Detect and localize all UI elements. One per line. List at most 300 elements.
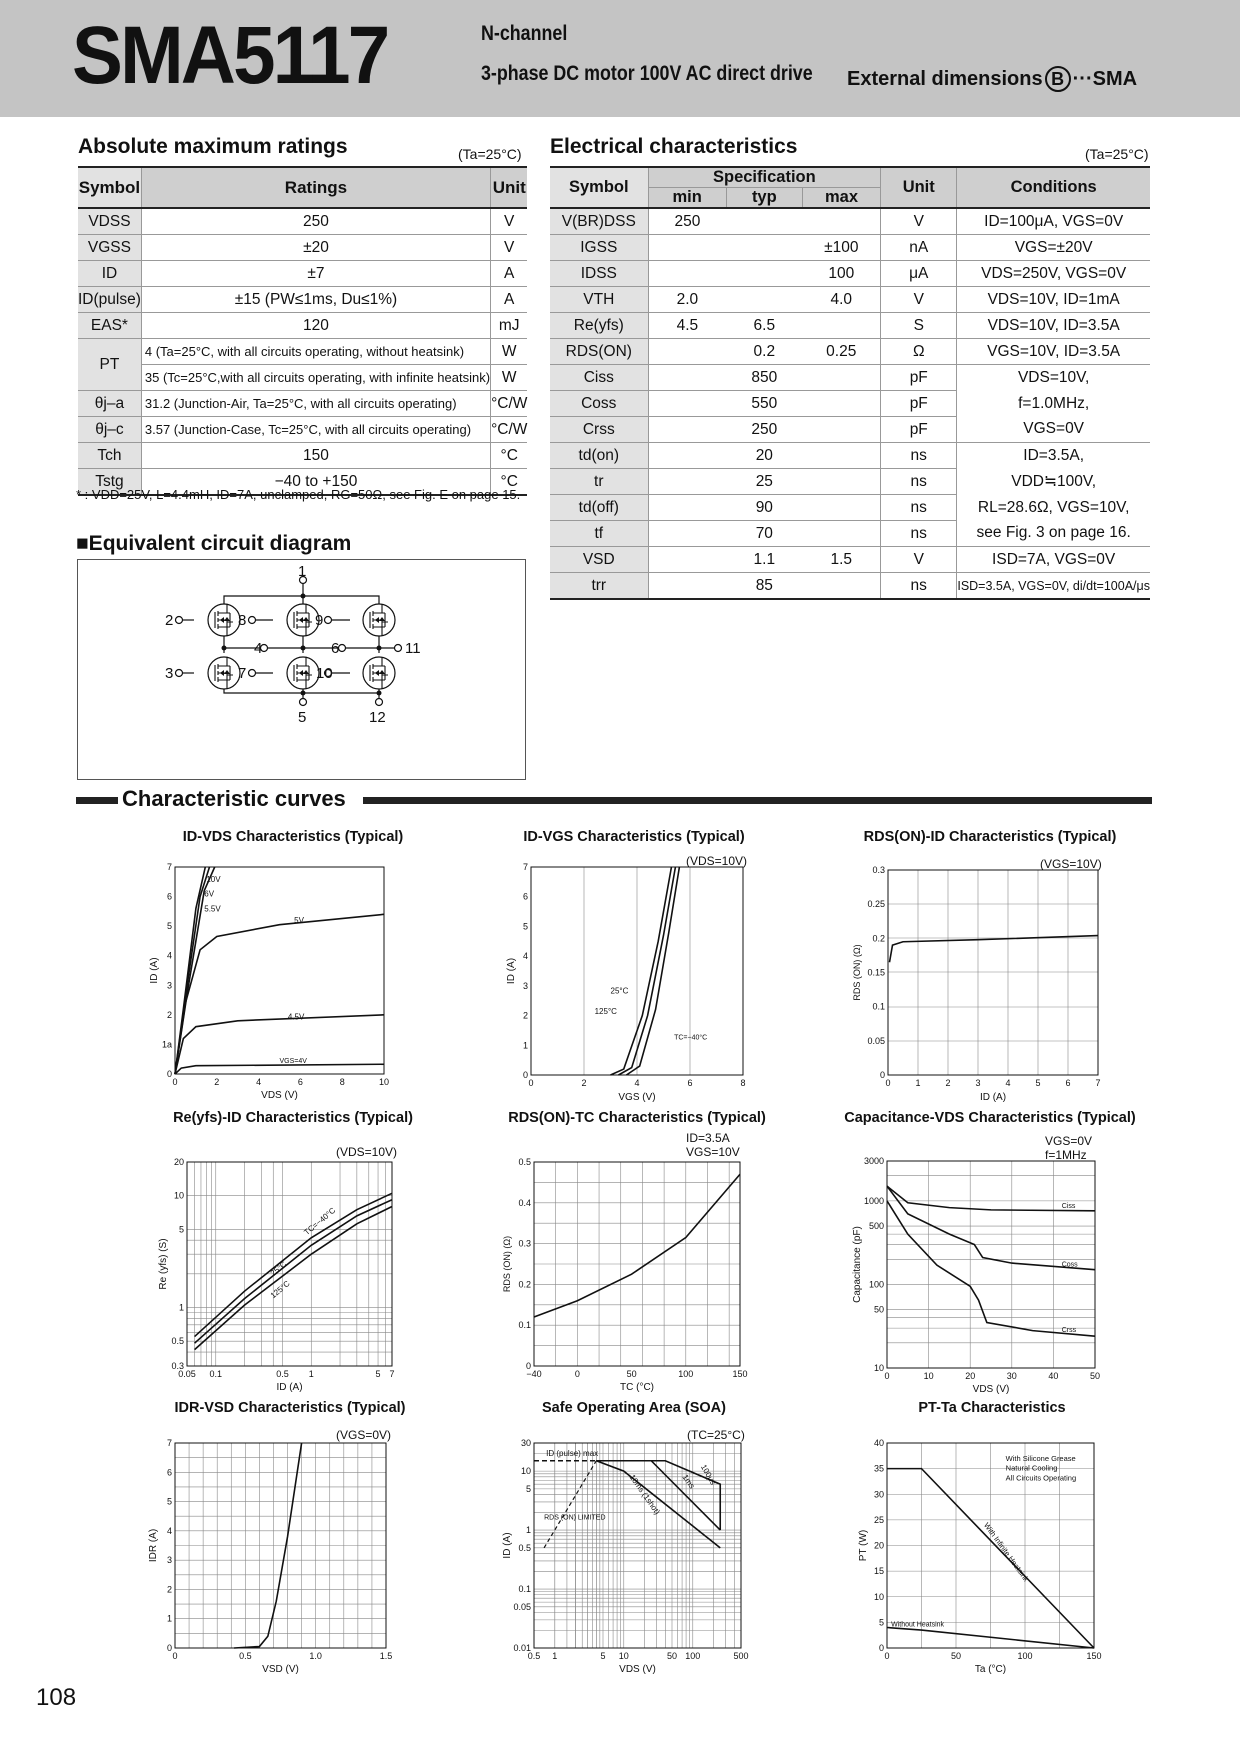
c2-ylabel: ID (A) <box>506 957 517 985</box>
ec-title: Electrical characteristics <box>550 135 798 158</box>
c7-ytick: 6 <box>166 1467 172 1478</box>
c6-cond1: VGS=0V <box>1045 1134 1093 1148</box>
c8-ytick: 0.1 <box>518 1584 531 1595</box>
c7-ytick: 0 <box>166 1643 172 1653</box>
pin-11: 11 <box>405 640 421 657</box>
c5-xlabel: TC (°C) <box>620 1382 654 1393</box>
c9-ytick: 40 <box>873 1438 884 1448</box>
ec-typ: 1.1 <box>726 547 802 573</box>
pin-2: 2 <box>165 612 174 629</box>
ec-sym: trr <box>550 573 648 600</box>
c4-label: TC=−40°C <box>302 1205 338 1238</box>
subtitle-application: 3-phase DC motor 100V AC direct drive <box>481 62 813 85</box>
ec-sym: VTH <box>550 287 648 313</box>
ec-cond: VDS=10V, ID=1mA <box>957 287 1150 313</box>
curves-title: Characteristic curves <box>122 786 346 811</box>
amr-val: 31.2 (Junction-Air, Ta=25°C, with all circuits operating) <box>141 391 490 417</box>
c2-label: 125°C <box>594 1007 617 1017</box>
c2-ytick: 5 <box>522 921 528 932</box>
pin-9: 9 <box>315 612 324 629</box>
ext-dim-label: External dimensions <box>847 68 1043 90</box>
chart-title-4: Re(yfs)-ID Characteristics (Typical) <box>173 1110 413 1126</box>
ec-sym: td(off) <box>550 495 648 521</box>
c2-ytick: 3 <box>522 980 528 991</box>
pin-10: 10 <box>316 665 333 682</box>
c6-xtick: 0 <box>884 1371 890 1381</box>
ec-max: 1.5 <box>802 547 880 573</box>
amr-ta: (Ta=25°C) <box>458 146 522 162</box>
ec-cond: VDS=250V, VGS=0V <box>957 261 1150 287</box>
ec-min: 250 <box>648 208 726 235</box>
ec-typ: 550 <box>726 391 802 417</box>
c1-curve <box>175 1064 384 1074</box>
c1-xlabel: VDS (V) <box>261 1090 298 1101</box>
amr-unit: °C/W <box>491 417 528 443</box>
c4-ytick: 0.3 <box>171 1361 184 1371</box>
amr-sym: ID <box>78 261 141 287</box>
c6-xtick: 20 <box>965 1371 976 1381</box>
ec-cond: VGS=10V, ID=3.5A <box>957 339 1150 365</box>
chart-title-3: RDS(ON)-ID Characteristics (Typical) <box>863 829 1117 845</box>
c1-label: 5.5V <box>204 904 221 914</box>
c5-cond1: ID=3.5A <box>686 1131 730 1145</box>
pin-1: 1 <box>298 563 307 580</box>
ec-max: 4.0 <box>802 287 880 313</box>
c7-xtick: 1.0 <box>309 1651 322 1661</box>
c4-xtick: 0.05 <box>178 1369 196 1379</box>
ec-typ: 70 <box>726 521 802 547</box>
ext-dim-package: ···SMA <box>1072 68 1138 90</box>
c9-label: Without Heatsink <box>891 1621 945 1629</box>
c3-cond: (VGS=10V) <box>1040 857 1102 871</box>
amr-unit: °C <box>491 443 528 469</box>
c8-label: 10ms (1shot) <box>627 1472 662 1517</box>
c5-xtick: 150 <box>732 1369 748 1379</box>
ec-typ: 85 <box>726 573 802 600</box>
c4-xtick: 0.1 <box>209 1369 223 1379</box>
c2-xtick: 2 <box>581 1078 587 1088</box>
c3-xtick: 3 <box>975 1078 981 1088</box>
ec-max: 100 <box>802 261 880 287</box>
c4-label: 125°C <box>268 1278 292 1301</box>
c6-ytick: 100 <box>868 1279 884 1290</box>
c8-cond: (TC=25°C) <box>687 1428 745 1442</box>
c2-label: 25°C <box>610 986 629 996</box>
c5-xtick: −40 <box>526 1369 542 1379</box>
c9-ytick: 10 <box>873 1591 884 1602</box>
c5-cond2: VGS=10V <box>686 1145 740 1159</box>
c6-label: Crss <box>1061 1326 1077 1334</box>
c5-xtick: 100 <box>678 1369 694 1379</box>
chart-title-2: ID-VGS Characteristics (Typical) <box>523 829 745 845</box>
ec-unit: μA <box>881 261 957 287</box>
ec-sym: tf <box>550 521 648 547</box>
amr-sym-pt: PT <box>78 339 141 391</box>
c5-xtick: 50 <box>626 1369 637 1379</box>
c9-xtick: 0 <box>884 1651 890 1661</box>
c8-ytick: 0.05 <box>513 1601 531 1612</box>
c1-xtick: 0 <box>172 1077 178 1087</box>
amr-footnote: * : VDD=25V, L=4.4mH, ID=7A, unclamped, RG=50Ω, see Fig. E on page 15. <box>76 487 521 502</box>
c2-xlabel: VGS (V) <box>618 1092 656 1103</box>
c8-xtick: 0.5 <box>527 1651 541 1661</box>
c3-xtick: 4 <box>1005 1078 1011 1088</box>
amr-unit: W <box>491 365 528 391</box>
c8-xtick: 50 <box>666 1651 678 1661</box>
c4-ylabel: Re (yfs) (S) <box>158 1238 169 1290</box>
amr-sym: VGSS <box>78 235 141 261</box>
c8-ytick: 0.01 <box>513 1643 531 1653</box>
c3-ytick: 0.05 <box>867 1035 885 1046</box>
c2-ytick: 4 <box>522 951 528 962</box>
c2-xtick: 0 <box>528 1078 534 1088</box>
ec-sym: IDSS <box>550 261 648 287</box>
amr-unit: mJ <box>491 313 528 339</box>
c4-curve <box>195 1207 392 1350</box>
amr-val: −40 to +150 <box>141 469 490 496</box>
circuit-title: ■Equivalent circuit diagram <box>76 532 352 555</box>
c1-ytick: 4 <box>166 950 172 961</box>
ec-sym: V(BR)DSS <box>550 208 648 235</box>
c4-ytick: 0.5 <box>171 1336 184 1347</box>
c4-xtick: 0.5 <box>276 1369 289 1379</box>
ec-unit: V <box>881 287 957 313</box>
amr-val: 3.57 (Junction-Case, Tc=25°C, with all circuits operating) <box>141 417 490 443</box>
c7-ytick: 2 <box>166 1584 172 1595</box>
c1-ytick: 5 <box>166 921 172 932</box>
c4-frame <box>187 1162 392 1366</box>
c6-ytick: 1000 <box>863 1195 884 1206</box>
ec-unit: V <box>881 547 957 573</box>
c1-curve <box>175 914 384 1074</box>
amr-h-ratings: Ratings <box>141 167 490 208</box>
ec-unit: ns <box>881 443 957 469</box>
c6-ytick: 3000 <box>863 1156 884 1166</box>
amr-unit: V <box>491 235 528 261</box>
chart-title-6: Capacitance-VDS Characteristics (Typical) <box>844 1110 1136 1126</box>
c2-curve <box>618 867 675 1075</box>
c8-ytick: 10 <box>520 1466 531 1477</box>
ec-sym: Ciss <box>550 365 648 391</box>
c9-ytick: 5 <box>878 1617 884 1628</box>
c7-ytick: 7 <box>166 1438 172 1448</box>
pin-8: 8 <box>238 612 247 629</box>
c9-xlabel: Ta (°C) <box>974 1664 1007 1675</box>
c3-xtick: 1 <box>915 1078 921 1088</box>
c8-ytick: 30 <box>520 1438 531 1448</box>
c3-ytick: 0.15 <box>867 967 885 978</box>
ec-typ: 850 <box>726 365 802 391</box>
pin-3: 3 <box>165 665 174 682</box>
c8-xlabel: VDS (V) <box>619 1664 656 1675</box>
c8-xtick: 1 <box>552 1651 558 1661</box>
ec-unit: V <box>881 208 957 235</box>
ec-unit: pF <box>881 417 957 443</box>
c2-ytick: 0 <box>522 1070 528 1080</box>
c8-label: ID (pulse) max <box>546 1449 599 1459</box>
ec-cond: ID=3.5A, <box>957 443 1150 469</box>
ec-min: 4.5 <box>648 313 726 339</box>
amr-h-symbol: Symbol <box>78 167 141 208</box>
ec-cond: see Fig. 3 on page 16. <box>957 521 1150 547</box>
c3-ytick: 0.25 <box>867 899 885 910</box>
c2-ytick: 1 <box>522 1040 528 1051</box>
c8-xtick: 10 <box>618 1651 629 1661</box>
ec-unit: pF <box>881 365 957 391</box>
ec-sym: td(on) <box>550 443 648 469</box>
c1-ytick: 1a <box>161 1039 172 1050</box>
c4-xtick: 7 <box>389 1369 395 1379</box>
amr-sym: θj–c <box>78 417 141 443</box>
c1-xtick: 10 <box>378 1077 390 1087</box>
ec-max: ±100 <box>802 235 880 261</box>
amr-val-pt2: 35 (Tc=25°C,with all circuits operating, with infinite heatsink) <box>141 365 490 391</box>
c7-ytick: 1 <box>166 1613 172 1624</box>
c7-xlabel: VSD (V) <box>262 1664 299 1675</box>
amr-val-pt1: 4 (Ta=25°C, with all circuits operating, without heatsink) <box>141 339 490 365</box>
amr-val: ±20 <box>141 235 490 261</box>
amr-sym: θj–a <box>78 391 141 417</box>
pin-5: 5 <box>298 709 307 726</box>
c8-xtick: 100 <box>685 1651 701 1661</box>
c4-xtick: 1 <box>308 1369 314 1379</box>
ec-cond: VDS=10V, ID=3.5A <box>957 313 1150 339</box>
c7-xtick: 0.5 <box>239 1651 252 1661</box>
ec-typ: 0.2 <box>726 339 802 365</box>
ec-sym: IGSS <box>550 235 648 261</box>
ec-sym: VSD <box>550 547 648 573</box>
ec-sym: tr <box>550 469 648 495</box>
c4-ytick: 10 <box>173 1190 184 1201</box>
amr-title: Absolute maximum ratings <box>78 135 348 158</box>
ec-h-min: min <box>648 188 726 209</box>
amr-val: 120 <box>141 313 490 339</box>
c2-xtick: 8 <box>740 1078 746 1088</box>
c6-xtick: 50 <box>1089 1371 1101 1381</box>
amr-sym: Tch <box>78 443 141 469</box>
c3-xlabel: ID (A) <box>979 1092 1007 1103</box>
ec-typ: 25 <box>726 469 802 495</box>
c5-ytick: 0.2 <box>518 1279 531 1290</box>
ec-cond: RL=28.6Ω, VGS=10V, <box>957 495 1150 521</box>
ec-unit: nA <box>881 235 957 261</box>
amr-unit: °C <box>491 469 528 496</box>
c1-label: 10V <box>206 874 221 884</box>
c5-ytick: 0.3 <box>518 1238 531 1249</box>
ec-cond: VDD≒100V, <box>957 469 1150 495</box>
ec-min: 2.0 <box>648 287 726 313</box>
ec-sym: RDS(ON) <box>550 339 648 365</box>
c2-curve <box>626 867 679 1075</box>
c9-label: With Infinite Heatsink <box>981 1520 1031 1584</box>
c6-ytick: 500 <box>868 1221 884 1232</box>
c8-ytick: 5 <box>525 1483 531 1494</box>
c5-ytick: 0 <box>525 1361 531 1371</box>
c8-ytick: 0.5 <box>518 1542 531 1553</box>
c1-xtick: 4 <box>256 1077 262 1087</box>
ec-unit: pF <box>881 391 957 417</box>
amr-unit: V <box>491 208 528 235</box>
amr-val: ±7 <box>141 261 490 287</box>
amr-h-unit: Unit <box>491 167 528 208</box>
amr-val: 250 <box>141 208 490 235</box>
c1-label: 6V <box>204 889 215 899</box>
c3-xtick: 7 <box>1095 1078 1101 1088</box>
ec-h-conditions: Conditions <box>957 167 1150 208</box>
c9-label: With Silicone Grease <box>1005 1453 1076 1463</box>
amr-val: 150 <box>141 443 490 469</box>
c1-ytick: 3 <box>166 980 172 991</box>
ec-cond: ID=100μA, VGS=0V <box>957 208 1150 235</box>
c1-ytick: 7 <box>166 862 172 872</box>
ec-max: 0.25 <box>802 339 880 365</box>
c5-ylabel: RDS (ON) (Ω) <box>502 1235 512 1293</box>
c7-ytick: 3 <box>166 1555 172 1566</box>
ec-ta: (Ta=25°C) <box>1085 146 1149 162</box>
ec-h-unit: Unit <box>881 167 957 208</box>
ec-h-typ: typ <box>726 188 802 209</box>
c9-ytick: 25 <box>873 1514 884 1525</box>
c6-xtick: 30 <box>1006 1371 1017 1381</box>
c1-ytick: 0 <box>166 1069 172 1079</box>
amr-sym: EAS* <box>78 313 141 339</box>
chart-title-5: RDS(ON)-TC Characteristics (Typical) <box>508 1110 766 1126</box>
c6-xtick: 40 <box>1048 1371 1059 1381</box>
ec-typ: 6.5 <box>726 313 802 339</box>
c7-xtick: 1.5 <box>379 1651 393 1661</box>
c9-label: Natural Cooling <box>1005 1463 1058 1473</box>
ec-typ: 90 <box>726 495 802 521</box>
c2-xtick: 6 <box>687 1078 693 1088</box>
ec-h-spec: Specification <box>648 167 881 188</box>
c6-label: Ciss <box>1061 1203 1076 1211</box>
c6-curve <box>887 1201 1095 1336</box>
ec-cond: ISD=3.5A, VGS=0V, di/dt=100A/μs <box>957 573 1150 600</box>
c3-curve <box>890 936 1099 963</box>
ec-unit: ns <box>881 469 957 495</box>
c9-ytick: 35 <box>873 1463 884 1474</box>
c1-label: 5V <box>294 916 304 926</box>
c5-ytick: 0.1 <box>518 1320 531 1331</box>
c3-xtick: 0 <box>885 1078 891 1088</box>
c6-ytick: 10 <box>873 1363 884 1373</box>
ec-sym: Coss <box>550 391 648 417</box>
pin-7: 7 <box>238 665 247 682</box>
c6-xtick: 10 <box>923 1371 934 1381</box>
c2-ytick: 2 <box>522 1010 528 1021</box>
ec-unit: ns <box>881 495 957 521</box>
chart-title-7: IDR-VSD Characteristics (Typical) <box>174 1400 406 1416</box>
c1-ytick: 2 <box>166 1009 172 1020</box>
c2-xtick: 4 <box>634 1078 640 1088</box>
c2-ytick: 7 <box>522 862 528 872</box>
c7-cond: (VGS=0V) <box>336 1428 392 1442</box>
c3-ytick: 0.2 <box>872 933 885 944</box>
c9-ytick: 30 <box>873 1489 884 1500</box>
c3-ytick: 0.3 <box>872 865 885 875</box>
ec-cond: VGS=0V <box>957 417 1150 443</box>
ec-h-max: max <box>802 188 880 209</box>
c8-ylabel: ID (A) <box>502 1532 513 1559</box>
ec-typ: 20 <box>726 443 802 469</box>
c4-ytick: 5 <box>178 1224 184 1235</box>
c1-ytick: 6 <box>166 891 172 902</box>
ec-unit: ns <box>881 521 957 547</box>
c8-label: 1ms <box>680 1472 697 1491</box>
c6-ylabel: Capacitance (pF) <box>852 1226 863 1303</box>
c1-label: VGS=4V <box>279 1057 307 1065</box>
ec-cond: ISD=7A, VGS=0V <box>957 547 1150 573</box>
c5-curve <box>534 1174 740 1317</box>
chart-title-1: ID-VDS Characteristics (Typical) <box>182 829 404 845</box>
c1-xtick: 2 <box>214 1077 220 1087</box>
c8-xtick: 5 <box>600 1651 606 1661</box>
c4-curve <box>195 1193 392 1336</box>
amr-unit: °C/W <box>491 391 528 417</box>
c9-xtick: 150 <box>1086 1651 1102 1661</box>
c5-ytick: 0.5 <box>518 1157 531 1167</box>
c4-xlabel: ID (A) <box>276 1382 303 1393</box>
amr-sym: Tstg <box>78 469 141 496</box>
c4-ytick: 20 <box>173 1157 184 1167</box>
c8-ytick: 1 <box>525 1525 531 1536</box>
ec-cond: f=1.0MHz, <box>957 391 1150 417</box>
ec-sym: Re(yfs) <box>550 313 648 339</box>
subtitle-channel: N-channel <box>481 22 568 45</box>
pin-6: 6 <box>331 640 340 657</box>
c1-xtick: 8 <box>339 1077 345 1087</box>
amr-sym: ID(pulse) <box>78 287 141 313</box>
c8-xtick: 500 <box>733 1651 749 1661</box>
c3-xtick: 6 <box>1065 1078 1071 1088</box>
pin-12: 12 <box>369 709 386 726</box>
ec-h-symbol: Symbol <box>550 167 648 208</box>
c3-xtick: 5 <box>1035 1078 1041 1088</box>
c9-xtick: 100 <box>1017 1651 1033 1661</box>
c8-label: 100μs <box>698 1462 718 1487</box>
c1-label: 4.5V <box>287 1012 305 1022</box>
c4-ytick: 1 <box>178 1302 184 1313</box>
amr-sym: VDSS <box>78 208 141 235</box>
c3-ytick: 0.1 <box>872 1001 885 1012</box>
ec-cond: VDS=10V, <box>957 365 1150 391</box>
c6-ytick: 50 <box>873 1304 884 1315</box>
ec-unit: Ω <box>881 339 957 365</box>
chart-title-9: PT-Ta Characteristics <box>918 1400 1066 1416</box>
ext-dim-circle-letter: B <box>1045 66 1071 92</box>
part-number: SMA5117 <box>72 10 388 101</box>
c9-ytick: 15 <box>873 1566 884 1577</box>
c6-xlabel: VDS (V) <box>972 1384 1010 1395</box>
ec-cond: VGS=±20V <box>957 235 1150 261</box>
c9-label: All Circuits Operating <box>1005 1473 1077 1483</box>
amr-unit: A <box>491 287 528 313</box>
ec-unit: ns <box>881 573 957 600</box>
c6-curve <box>887 1186 1095 1270</box>
c3-ytick: 0 <box>879 1070 885 1080</box>
c2-ytick: 6 <box>522 891 528 902</box>
c8-label: RDS (ON) LIMITED <box>544 1514 606 1522</box>
c7-xtick: 0 <box>172 1651 178 1661</box>
c2-label: TC=−40°C <box>674 1034 708 1042</box>
c6-label: Coss <box>1061 1261 1078 1269</box>
c5-ytick: 0.4 <box>518 1197 531 1208</box>
ec-unit: S <box>881 313 957 339</box>
c9-ylabel: PT (W) <box>858 1529 869 1562</box>
c4-cond: (VDS=10V) <box>336 1145 398 1159</box>
c9-ytick: 0 <box>878 1643 884 1653</box>
c1-ylabel: ID (A) <box>149 957 160 984</box>
